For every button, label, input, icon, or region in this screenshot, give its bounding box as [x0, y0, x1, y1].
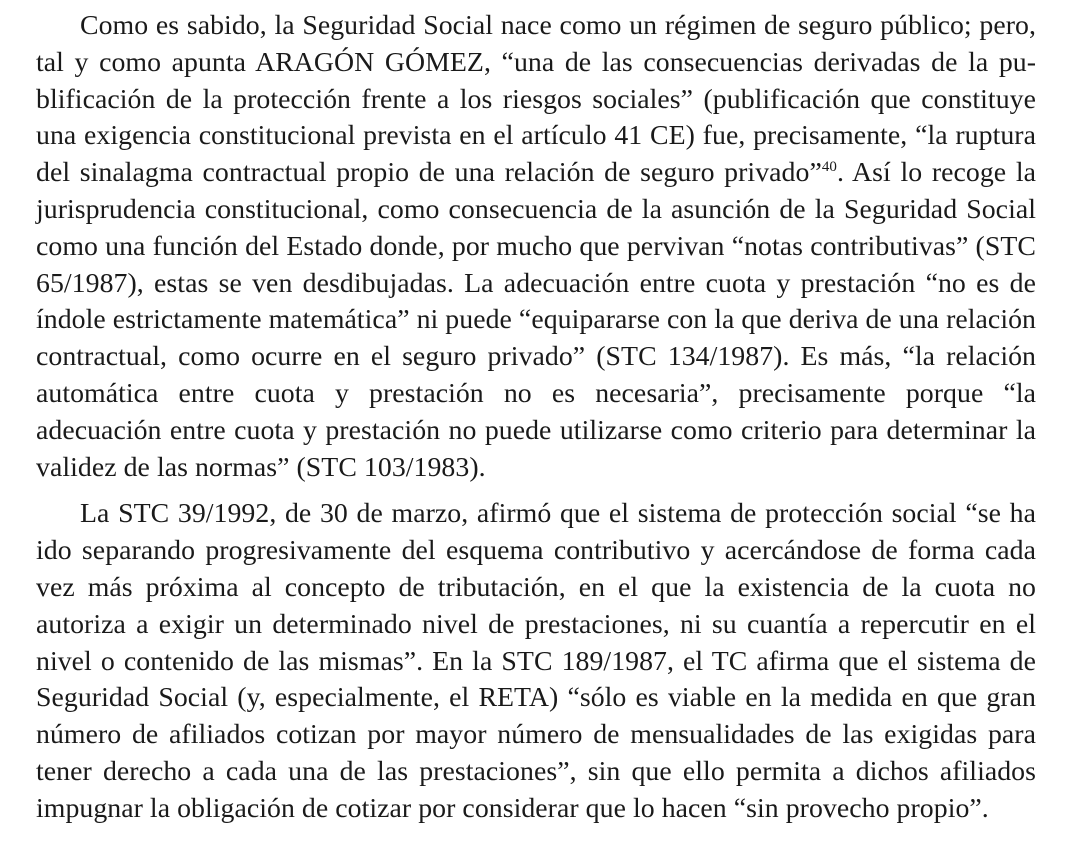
paragraph-2-text: La STC 39/1992, de 30 de marzo, afirmó que el sistema de protección social “se ha ido separando progresivamente del esquema contributivo y acercándose de forma cada vez más próxima al concepto de tributación, en el que la existencia de la cuota no autoriza a exigir un determinado nivel de prestaciones, ni su cuantía a repercutir en el nivel o contenido de las mismas”. En la STC 189/1987, el TC afirma que el sistema de Seguridad Social (y, especialmente, el RETA) “sólo es viable en la medida en que gran número de afiliados cotizan por mayor número de mensualidades de las exigidas para tener derecho a cada una de las prestaciones”, sin que ello permita a dichos afiliados impugnar la obligación de cotizar por considerar que lo hacen “sin provecho propio”. [36, 498, 1036, 824]
paragraph-2 [36, 496, 1036, 827]
document-page [36, 8, 1036, 828]
paragraph-1-text-continued: . Así lo recoge la jurisprudencia constitucional, como consecuencia de la asunción de la Seguridad Social como una función del Estado donde, por mucho que pervivan “notas contributivas” (STC 65/1987), estas se ven desdibujadas. La adecuación entre cuota y prestación “no es de índole estrictamente matemática” ni puede “equipararse con la que deriva de una relación contractual, como ocurre en el seguro privado” (STC 134/1987). Es más, “la relación automática entre cuota y prestación no es necesaria”, precisamente porque “la adecuación entre cuota y prestación no puede utilizarse como criterio para determinar la validez de las normas” (STC 103/1983). [36, 157, 1036, 483]
footnote-reference[interactable]: 40 [821, 159, 837, 176]
paragraph-1-text: Como es sabido, la Seguridad Social nace como un régimen de seguro público; pero, tal y como apunta ARAGÓN GÓMEZ, “una de las consecuencias derivadas de la publificación de la protección frente a los riesgos sociales” (publificación que constituye una exigencia constitucional prevista en el artículo 41 CE) fue, precisamente, “la ruptura del sinalagma contractual propio de una relación de seguro privado” [36, 10, 1036, 189]
paragraph-1 [36, 8, 1036, 486]
